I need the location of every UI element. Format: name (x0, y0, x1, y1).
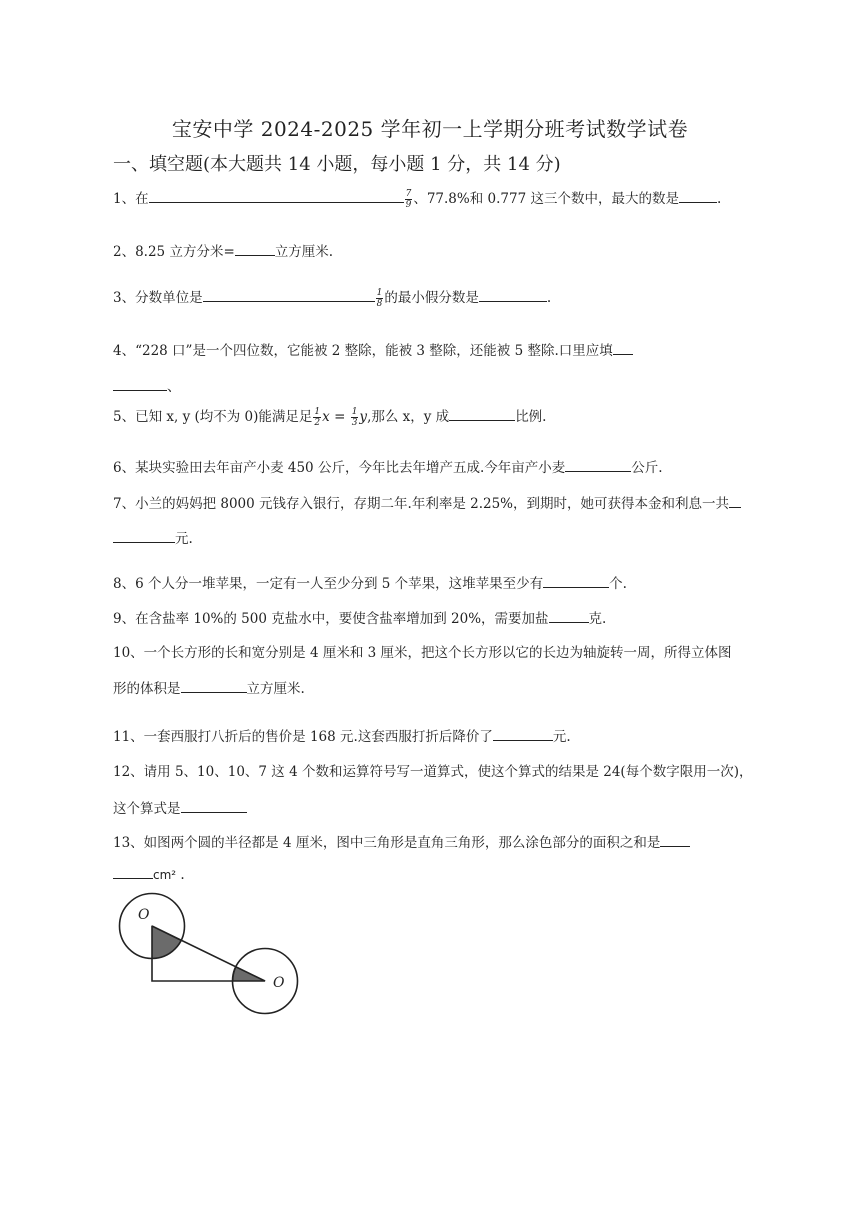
q3-text-c: . (546, 290, 552, 306)
question-7-cont (113, 528, 193, 549)
q6-blank (565, 457, 631, 472)
q4-text-a: 4、“228 口”是一个四位数，它能被 2 整除，能被 3 整除，还能被 5 整除.口里应填 (113, 343, 613, 359)
question-13-cont (113, 864, 185, 885)
question-10 (113, 643, 732, 663)
question-12 (113, 762, 752, 782)
question-13 (113, 832, 690, 853)
q10-text-a: 10、一个长方形的长和宽分别是 4 厘米和 3 厘米，把这个长方形以它的长边为轴旋转一周，所得立体图 (113, 645, 732, 661)
question-12-cont (113, 798, 247, 819)
question-11 (113, 726, 571, 747)
q1-text-a: 1、在 (113, 191, 149, 207)
q9-text-b: 克. (588, 611, 607, 627)
q1-fraction: $\frac{7}{9}$ (405, 189, 412, 210)
section-heading: 一、填空题(本大题共 14 小题，每小题 1 分，共 14 分) (113, 154, 561, 175)
q6-text-a: 6、某块实验田去年亩产小麦 450 公斤，今年比去年增产五成.今年亩产小麦 (113, 460, 566, 476)
question-3 (113, 287, 551, 309)
q3-text-a: 3、分数单位是 (113, 290, 203, 306)
q9-blank (549, 608, 589, 623)
q7-blank-b (113, 528, 175, 543)
q5-equals: = (329, 409, 350, 425)
question-5 (113, 406, 546, 428)
q5-text-b: ,那么 x，y 成 (367, 409, 450, 425)
q8-text-b: 个. (609, 576, 627, 592)
q1-blank (149, 188, 404, 203)
q8-blank (543, 573, 609, 588)
circles-triangle-figure (110, 885, 310, 1015)
q13-text-b: . (176, 867, 185, 883)
q8-text-a: 8、6 个人分一堆苹果，一定有一人至少分到 5 个苹果，这堆苹果至少有 (113, 576, 544, 592)
q5-fraction-2: $\frac{1}{3}$ (351, 407, 358, 428)
question-8 (113, 573, 627, 594)
q3-answer-blank (479, 287, 547, 302)
q13-text-a: 13、如图两个圆的半径都是 4 厘米，图中三角形是直角三角形，那么涂色部分的面积之和是 (113, 835, 661, 851)
q5-fraction-1: $\frac{1}{2}$ (314, 407, 321, 428)
question-9 (113, 608, 606, 629)
q7-text-b: 元. (175, 531, 193, 547)
q4-text-b: 、 (167, 379, 181, 395)
q5-blank (449, 406, 515, 421)
q7-blank-a (729, 493, 741, 508)
exam-title: 宝安中学 2024-2025 学年初一上学期分班考试数学试卷 (171, 117, 689, 141)
question-10-cont (113, 678, 305, 699)
q13-blank-b (113, 864, 153, 879)
q10-text-c: 立方厘米. (246, 681, 305, 697)
q11-text-a: 11、一套西服打八折后的售价是 168 元.这套西服打折后降价了 (113, 729, 493, 745)
q9-text-a: 9、在含盐率 10%的 500 克盐水中，要使含盐率增加到 20%，需要加盐 (113, 611, 549, 627)
q2-blank (235, 241, 275, 256)
q12-text-a: 12、请用 5、10、10、7 这 4 个数和运算符号写一道算式，使这个算式的结果是 24(每个数字限用一次)， (113, 764, 753, 780)
q1-answer-blank (679, 188, 717, 203)
label-o-top: O (138, 907, 150, 923)
q7-text-a: 7、小兰的妈妈把 8000 元钱存入银行，存期二年.年利率是 2.25%，到期时，她可获得本金和利息一共 (113, 496, 729, 512)
q4-blank-b (113, 376, 167, 391)
q5-text-a: 5、已知 x, y (均不为 0)能满足足 (113, 409, 313, 425)
q5-var-y: y (359, 409, 368, 425)
question-6 (113, 457, 663, 478)
question-7 (113, 493, 741, 514)
question-2 (113, 241, 333, 262)
shaded-sector-top (152, 926, 181, 959)
question-4 (113, 340, 633, 361)
q3-blank (203, 287, 375, 302)
q6-text-b: 公斤. (631, 460, 663, 476)
q12-text-b: 这个算式是 (113, 801, 181, 817)
question-4-cont (113, 376, 181, 397)
q4-blank-a (613, 340, 633, 355)
label-o-bottom: O (273, 975, 285, 991)
q1-text-c: . (716, 191, 722, 207)
q12-blank (181, 798, 247, 813)
question-1 (113, 188, 721, 210)
q2-text-b: 立方厘米. (274, 244, 334, 260)
q1-text-b: 、77.8%和 0.777 这三个数中，最大的数是 (413, 191, 679, 207)
q5-var-x: x (322, 409, 330, 425)
q3-fraction: $\frac{1}{8}$ (376, 288, 383, 309)
q5-text-c: 比例. (515, 409, 547, 425)
q10-text-b: 形的体积是 (113, 681, 181, 697)
q11-blank (493, 726, 553, 741)
q13-unit: cm² (153, 868, 177, 882)
q10-blank (181, 678, 247, 693)
q11-text-b: 元. (552, 729, 571, 745)
q13-blank-a (660, 832, 690, 847)
q3-text-b: 的最小假分数是 (384, 290, 479, 306)
q2-text-a: 2、8.25 立方分米= (113, 244, 235, 260)
